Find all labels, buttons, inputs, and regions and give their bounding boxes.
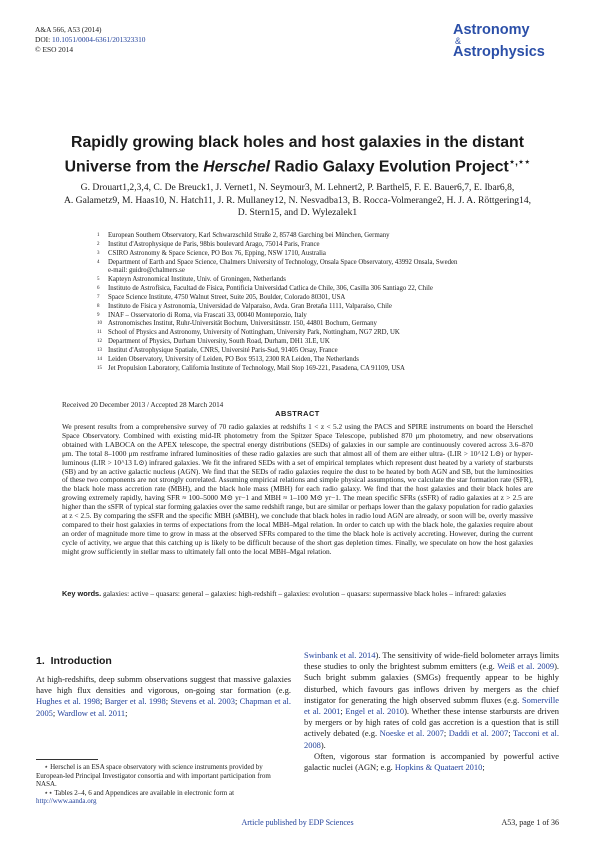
paragraph-text: At high-redshifts, deep submm observations suggest that massive galaxies have high flux densities and vigorous, on-going star formation (e.g. [36,674,291,696]
affiliation-item [97,294,517,303]
citation-link[interactable]: Hopkins & Quataert 2010 [394,762,483,773]
citation-link[interactable]: Weiß et al. 2009 [497,661,555,672]
affiliation-text: Kapteyn Astronomical Institute, Univ. of Groningen, Netherlands [108,276,286,284]
affiliation-number: 14 [97,356,102,362]
abstract-text: We present results from a comprehensive survey of 70 radio galaxies at redshifts 1 < z < 5.2 using the PACS and SPIRE instruments on board the Herschel Space Observatory. Combined with existing mid-IR photometry from the Spitzer Space Telescope, published 870 μm photometry, and new observations obtained with LABOCA on the APEX telescope, the spectral energy distributions (SEDs) of galaxies in our sample are continuously covered across 3.6–870 μm. The total 8–1000 μm restframe infrared luminosities of these radio galaxies are such that almost all of them are either ultra- (LIR > 10^12 L⊙) or hyper-luminous (LIR > 10^13 L⊙) infrared galaxies. We fit the infrared SEDs with a set of empirical templates which represent dust heated by a variety of starbursts (SB) and by an active galactic nucleus (AGN). We find that the SEDs of radio galaxies require the dust to be heated by both AGN and SB, but the luminosities of these two components are not strongly correlated. Assuming empirical relations and simple physical assumptions, we calculate the star formation rate (SFR), the black hole mass accretion rate (ṀBH), and the black hole mass (MBH) for each radio galaxy. We find that the host galaxies and their black holes are growing extremely rapidly, having SFR ≈ 100–5000 M⊙ yr−1 and ṀBH ≈ 1–100 M⊙ yr−1. The mean specific SFRs (sSFR) of radio galaxies at z > 2.5 are higher than the sSFR of typical star forming galaxies over the same redshift range, but are similar or perhaps lower than the galaxy population for radio galaxies at z < 2.5. By comparing the sSFR and the specific ṀBH (sṀBH), we conclude that black holes in radio loud AGN are already, or soon will be, overly massive compared to their host galaxies in terms of expectations from the local MBH–Mgal relation. In order to catch up with the black hole, the galaxies require about an order of magnitude more time to grow in mass at the observed SFRs compared to the time the black hole is actively accreting. However, during the current cycle of activity, we argue that this catching up is likely to be difficult because of the short gas depletion times. Finally, we speculate on how the host galaxies might grow sufficiently in stellar mass to ultimately fall onto the local MBH–Mgal relation. [62,422,533,556]
affiliation-number: 4 [97,259,100,265]
page-number: A53, page 1 of 36 [501,818,559,827]
affiliation-item [97,259,517,268]
intro-paragraph-2 [304,650,559,751]
journal-logo: Astronomy & Astrophysics [453,22,545,60]
paper-title: Rapidly growing black holes and host galaxies in the distant Universe from the Herschel Radio Galaxy Evolution Project⋆,⋆⋆ [64,134,531,176]
affiliation-number: 7 [97,294,100,300]
doi-link[interactable]: 10.1051/0004-6361/201323310 [52,35,146,44]
affiliation-text: Department of Physics, Durham University, South Road, Durham, DH1 3LE, UK [108,338,330,346]
paragraph-text: ). [320,739,326,750]
affiliation-text: INAF – Osservatorio di Roma, via Frascati 33, 00040 Monteporzio, Italy [108,311,307,319]
citation-link[interactable]: Chapman et al. 2005 [36,696,291,718]
doi-line: DOI: 10.1051/0004-6361/201323310 [35,35,146,44]
affiliation-item [97,347,517,356]
author-line: G. Drouart1,2,3,4, C. De Breuck1, J. Vernet1, N. Seymour3, M. Lehnert2, P. Barthel5, F. E. Bauer6,7, E. Ibar6,8, [80,182,515,193]
citation-link[interactable]: Engel et al. 2010 [345,706,405,717]
footnote-1: ⋆ Herschel is an ESA space observatory with science instruments provided by European-led Principal Investigator consortia and with important participation from NASA. [36,763,271,789]
paragraph-text: ). The sensitivity of wide-field bolometer arrays limits these studies to only the brightest submm emitters (e.g. [304,650,559,672]
citation-link[interactable]: Wardlow et al. 2011 [57,707,126,718]
citation-link[interactable]: Swinbank et al. 2014 [304,650,376,660]
affiliation-item [97,329,517,338]
abstract-heading: ABSTRACT [275,409,320,418]
affiliation-number [97,267,108,276]
paragraph-text: ; [340,706,346,717]
affiliation-text: School of Physics and Astronomy, University of Nottingham, University Park, Nottingham, NG7 2RD, UK [108,329,400,337]
affiliation-item [97,285,517,294]
affiliation-list [97,232,517,374]
affiliation-item [97,356,517,365]
affiliation-number: 5 [97,277,100,283]
affiliation-item [97,303,517,312]
journal-reference: A&A 566, A53 (2014) [35,25,102,34]
section-heading: 1. Introduction [36,655,112,667]
citation-link[interactable]: Somerville et al. 2001 [304,694,559,717]
intro-paragraph-1 [36,674,291,719]
paragraph-text: ; [508,728,513,739]
affiliation-number: 12 [97,339,102,345]
affiliation-number: 13 [97,347,102,353]
affiliation-text: European Southern Observatory, Karl Schwarzschild Straße 2, 85748 Garching bei München, Germany [108,232,390,239]
footnotes [36,763,291,806]
affiliation-text: Leiden Observatory, University of Leiden, PO Box 9513, 2300 RA Leiden, The Netherlands [108,355,359,363]
affiliation-number: 1 [97,233,100,238]
paragraph-text: ). Whether these intense starbursts are driven by mergers or by high rates of cold gas accretion is a question that is still actively debated (e.g. [304,706,559,739]
journal-header [35,25,145,55]
keywords: Key words. galaxies: active – quasars: general – galaxies: high-redshift – galaxies: evolution – quasars: supermassive black holes – infrared: galaxies [62,589,506,598]
footnote-divider [36,759,98,760]
affiliation-item [97,232,517,241]
title-footnote-marks[interactable]: ⋆,⋆⋆ [508,157,531,168]
paragraph-text: ; [234,696,240,707]
copyright: © ESO 2014 [35,45,74,54]
footnote-2: ⋆⋆ Tables 2–4, 6 and Appendices are available in electronic form at http://www.aanda.org [36,788,235,806]
affiliation-number: 3 [97,250,100,256]
affiliation-number: 10 [97,321,102,327]
intro-left-column [36,674,291,719]
affiliation-item [97,320,517,329]
publisher-link[interactable]: Article published by EDP Sciences [241,818,354,827]
affiliation-item [97,250,517,259]
affiliation-text: Instituto de Física y Astronomía, Universidad de Valparaíso, Avda. Gran Bretaña 1111, Valparaíso, Chile [108,302,392,310]
affiliation-number: 6 [97,286,100,292]
paragraph-text: ; [100,696,105,707]
paragraph-text: ; [52,707,58,718]
intro-right-column [304,650,559,773]
received-dates: Received 20 December 2013 / Accepted 28 March 2014 [62,401,224,409]
author-list [40,182,555,220]
affiliation-text: e-mail: guidro@chalmers.se [108,267,185,275]
affiliation-number: 9 [97,312,100,318]
citation-link[interactable]: Noeske et al. 2007 [379,728,444,739]
affiliation-text: CSIRO Astronomy & Space Science, PO Box 76, Epping, NSW 1710, Australia [108,249,326,257]
affiliation-item [97,338,517,347]
affiliation-number: 8 [97,303,100,309]
author-line: D. Stern15, and D. Wylezalek1 [237,207,358,219]
affiliation-text: Institut d'Astrophysique de Paris, 98bis boulevard Arago, 75014 Paris, France [108,240,320,248]
citation-link[interactable]: Tacconi et al. 2008 [304,728,559,750]
affiliation-text: Jet Propulsion Laboratory, California Institute of Technology, Mail Stop 169-221, Pasadena, CA 91109, USA [108,364,405,372]
paragraph-text: ; [482,762,485,773]
paragraph-text: Often, vigorous star formation is accompanied by powerful active galactic nuclei (AGN; e.g. [304,750,559,773]
affiliation-text: Space Science Institute, 4750 Walnut Street, Suite 205, Boulder, Colorado 80301, USA [108,293,346,301]
affiliation-item [97,241,517,250]
author-line: A. Galametz9, M. Haas10, N. Hatch11, J. R. Mullaney12, N. Nesvadba13, B. Rocca-Volmerange2, H. J. A. Röttgering14, [63,194,532,206]
paragraph-text: ; [125,707,128,718]
intro-paragraph-3 [304,751,559,773]
paragraph-text: ; [165,696,171,707]
affiliation-text: Instituto de Astrofísica, Facultad de Física, Pontificia Universidad Catlica de Chile, 306, Casilla 306 Santiago 22, Chile [108,285,433,293]
paragraph-text: ). Such bright submm galaxies (SMGs) frequently appear to be highly disturbed, which favours gas inflows driven by mergers as the chief instigator for generating the high observed submm fluxes (e.g. [304,661,559,705]
citation-link[interactable]: Barger et al. 1998 [104,696,166,707]
affiliation-text: Department of Earth and Space Science, Chalmers University of Technology, Onsala Space Observatory, 43992 Onsala, Sweden [108,258,458,266]
affiliation-number: 11 [97,330,102,336]
affiliation-item [97,365,517,374]
affiliation-item [97,267,517,276]
citation-link[interactable]: Stevens et al. 2003 [170,696,235,707]
affiliation-number: 15 [97,365,102,371]
affiliation-text: Institut d'Astrophysique Spatiale, CNRS, Université Paris-Sud, 91405 Orsay, France [108,346,338,354]
affiliation-item [97,312,517,321]
citation-link[interactable]: Daddi et al. 2007 [448,728,509,739]
aanda-link[interactable]: http://www.aanda.org [36,797,97,806]
affiliation-text: Astronomisches Institut, Ruhr-Universität Bochum, Universitätsstr. 150, 44801 Bochum, Germany [108,320,377,328]
affiliation-number: 2 [97,241,100,247]
paragraph-text: ; [443,728,449,739]
citation-link[interactable]: Hughes et al. 1998 [36,696,101,707]
affiliation-item [97,276,517,285]
